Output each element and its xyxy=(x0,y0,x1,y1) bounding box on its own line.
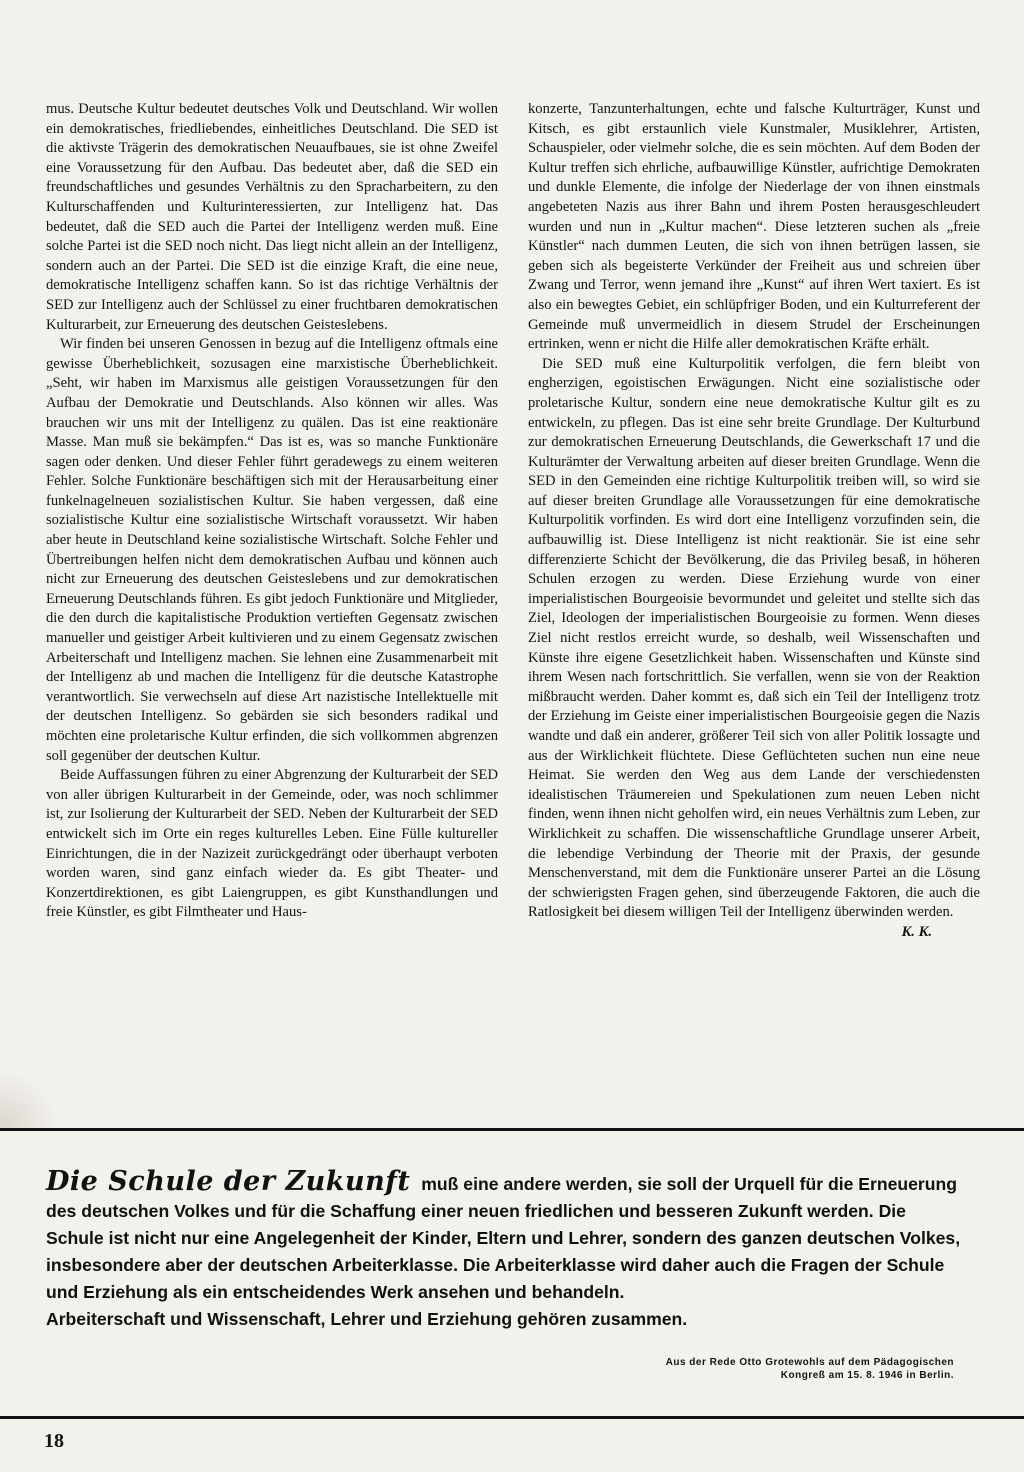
left-paragraph-3: Beide Auffassungen führen zu einer Abgrenzung der Kulturarbeit der SED von aller übrigen Kulturarbeit in der Gemeinde, oder, was noch schlimmer ist, zur Isolierung der Kulturarbeit der SED. Neben der Kulturarbeit der SED entwickelt sich im Orte ein reges kulturelles Leben. Eine Fülle kultureller Einrichtungen, die in der Nazizeit zurückgedrängt oder überhaupt verboten worden waren, sind ganz einfach wieder da. Es gibt Theater- und Konzertdirektionen, es gibt Laiengruppen, es gibt Kunsthandlungen und freie Künstler, es gibt Filmtheater und Haus- xyxy=(46,767,498,921)
quote-closing: Arbeiterschaft und Wissenschaft, Lehrer und Erziehung gehören zusammen. xyxy=(46,1309,688,1329)
author-signature: K. K. xyxy=(901,923,932,940)
quote-headline: Die Schule der Zukunft xyxy=(46,1166,411,1197)
quote-text: muß eine andere werden, sie soll der Urquell für die Erneuerung des deutschen Volkes und für die Schaffung einer neuen friedlichen und besseren Zukunft werden. Die Schule ist nicht nur eine Angelegenheit der Kinder, Eltern und Lehrer, sondern des ganzen deutschen Volkes, insbesondere aber der deutschen Arbeiterklasse. Die Arbeiterklasse wird daher auch die Fragen der Schule und Erziehung als ein entscheidendes Werk ansehen und behandeln. xyxy=(46,1174,961,1302)
left-column xyxy=(46,100,498,1120)
page-number: 18 xyxy=(44,1430,64,1452)
quote-source: Aus der Rede Otto Grotewohls auf dem Pädagogischen Kongreß am 15. 8. 1946 in Berlin. xyxy=(665,1357,954,1381)
left-paragraph-2: Wir finden bei unseren Genossen in bezug auf die Intelligenz oftmals eine gewisse Überheblichkeit, sozusagen eine marxistische Überheblichkeit. „Seht, wir haben im Marxismus alle geistigen Voraussetzungen für den Aufbau der Demokratie und Deutschlands. Also können wir alles. Was brauchen wir uns mit der Intelligenz zu quälen. Das ist eine reaktionäre Masse. Man muß sie bekämpfen.“ Das ist es, was so manche Funktionäre sagen oder denken. Und dieser Fehler führt geradewegs zu einem weiteren Fehler. Solche Funktionäre beschäftigen sich mit der Herausarbeitung einer funkelnagelneuen sozialistischen Kultur. Sie haben vergessen, daß eine sozialistische Kultur eine sozialistische Wirtschaft voraussetzt. Wir haben aber heute in Deutschland keine sozialistische Wirtschaft. Solche Fehler und Übertreibungen helfen nicht dem demokratischen Aufbau und können auch nicht zur Erneuerung des deutschen Geisteslebens und zur demokratischen Erneuerung Deutschlands führen. Es gibt jedoch Funktionäre und Mitglieder, die den durch die kapitalistische Produktion vertieften Gegensatz zwischen manueller und geistiger Arbeit kultivieren und zu einem Gegensatz zwischen Arbeiterschaft und Intelligenz machen. Sie lehnen eine Zusammenarbeit mit der Intelligenz ab und machen die Intelligenz für die deutsche Katastrophe verantwortlich. Sie verwechseln auf diese Art nazistische Intellektuelle mit der deutschen Intelligenz. So gebärden sie sich besonders radikal und möchten eine proletarische Kultur erfinden, die sich vollkommen abgrenzen soll gegenüber der deutschen Kultur. xyxy=(46,336,498,764)
section-divider-top xyxy=(0,1128,1024,1131)
right-column xyxy=(528,100,980,1120)
quote-box xyxy=(46,1168,966,1333)
section-divider-bottom xyxy=(0,1416,1024,1419)
right-paragraph-2: Die SED muß eine Kulturpolitik verfolgen, die fern bleibt von engherzigen, egoistischen Erwägungen. Nicht eine sozialistische oder proletarische Kultur, sondern eine neue demokratische Kultur gilt es zu entwickeln, zu pflegen. Das ist eine sehr breite Grundlage. Der Kulturbund zur demokratischen Erneuerung Deutschlands, die Gewerkschaft 17 und die Kulturämter der Verwaltung arbeiten auf dieser breiten Grundlage. Wenn die SED in den Gemeinden eine richtige Kulturpolitik treiben will, so wird sie auf dieser breiten Grundlage alle Voraussetzungen für eine demokratische Kulturpolitik vorfinden. Es wird dort eine Intelligenz vorzufinden sein, die aufbauwillig ist. Diese Intelligenz ist nicht reaktionär. Sie ist eine sehr differenzierte Schicht der Bevölkerung, die das Privileg besaß, in höheren Schulen erzogen zu werden. Diese Erziehung wurde von einer imperialistischen Bourgeoisie bevormundet und geleitet und stellte sich das Ziel, Ideologen der imperialistischen Bourgeoisie zu formen. Wenn dieses Ziel nicht restlos erreicht wurde, so deshalb, weil Wissenschaften und Künste ihre eigene Gesetzlichkeit haben. Wissenschaften und Künste sind ihrem Wesen nach fortschrittlich. Sie verfallen, wenn sie von der Reaktion mißbraucht werden. Daher kommt es, daß sich ein Teil der Intelligenz trotz der Erziehung im Geiste einer imperialistischen Bourgeoisie gegen die Nazis wandte und daß ein anderer, größerer Teil sich von aller Politik lossagte und aus der Wirklichkeit flüchtete. Diese Geflüchteten suchen nun eine neue Heimat. Sie werden den Weg aus dem Lande der verschiedensten idealistischen Träumereien und Spekulationen zum neuen Leben nicht finden, wenn ihnen nicht geholfen wird, ein neues Verhältnis zum Leben, zur Wirklichkeit zu schaffen. Die wissenschaftliche Grundlage unserer Arbeit, die lebendige Verbindung der Theorie mit der Praxis, der gesunde Menschenverstand, mit dem die Funktionäre unserer Partei an die Lösung der schwierigsten Fragen gehen, sind überzeugende Faktoren, die auch die Ratlosigkeit bei diesem willigen Teil der Intelligenz überwinden werden. xyxy=(528,355,980,921)
article-body xyxy=(46,100,980,1120)
right-paragraph-1: konzerte, Tanzunterhaltungen, echte und falsche Kulturträger, Kunst und Kitsch, es gibt erstaunlich viele Kunstmaler, Musiklehrer, Artisten, Schauspieler, oder vielmehr solche, die es sein möchten. Auf dem Boden der Kultur treffen sich ehrliche, aufbauwillige Künstler, aufrichtige Demokraten und dunkle Elemente, die infolge der Niederlage der von ihnen einstmals angebeteten Nazis aus ihrer Bahn und ihrem Posten herausgeschleudert wurden und nun in „Kultur machen“. Diese letzteren suchen als „freie Künstler“ nach dummen Leuten, die sich von ihnen betrügen lassen, sie geben sich als begeisterte Verkünder der Freiheit aus und schreien über Zwang und Terror, wenn jemand ihre „Kunst“ auf ihren Wert taxiert. Es ist also ein bewegtes Gebiet, ein schlüpfriger Boden, und ein Kulturreferent der Gemeinde muß unvermeidlich in diesem Strudel der Erscheinungen ertrinken, wenn er nicht die Hilfe aller demokratischen Kräfte erhält. xyxy=(528,101,980,353)
left-paragraph-1: mus. Deutsche Kultur bedeutet deutsches Volk und Deutschland. Wir wollen ein demokratisches, friedliebendes, einheitliches Deutschland. Die SED ist die aktivste Trägerin des demokratischen Neuaufbaues, sie ist ohne Zweifel eine Voraussetzung für den Aufbau. Das bedeutet aber, daß die SED ein freundschaftliches und gesundes Verhältnis zu den Spracharbeitern, zu den Kulturschaffenden und Kulturinteressierten, zur Intelligenz hat. Das bedeutet, daß die SED auch die Partei der Intelligenz werden muß. Eine solche Partei ist die SED noch nicht. Das liegt nicht allein an der Intelligenz, sondern auch an der Partei. Die SED ist die einzige Kraft, die eine neue, demokratische Intelligenz schaffen kann. So ist das richtige Verhältnis der SED zur Intelligenz auch der Schlüssel zu einer fruchtbaren demokratischen Kulturarbeit, zur Erneuerung des deutschen Geisteslebens. xyxy=(46,101,498,333)
